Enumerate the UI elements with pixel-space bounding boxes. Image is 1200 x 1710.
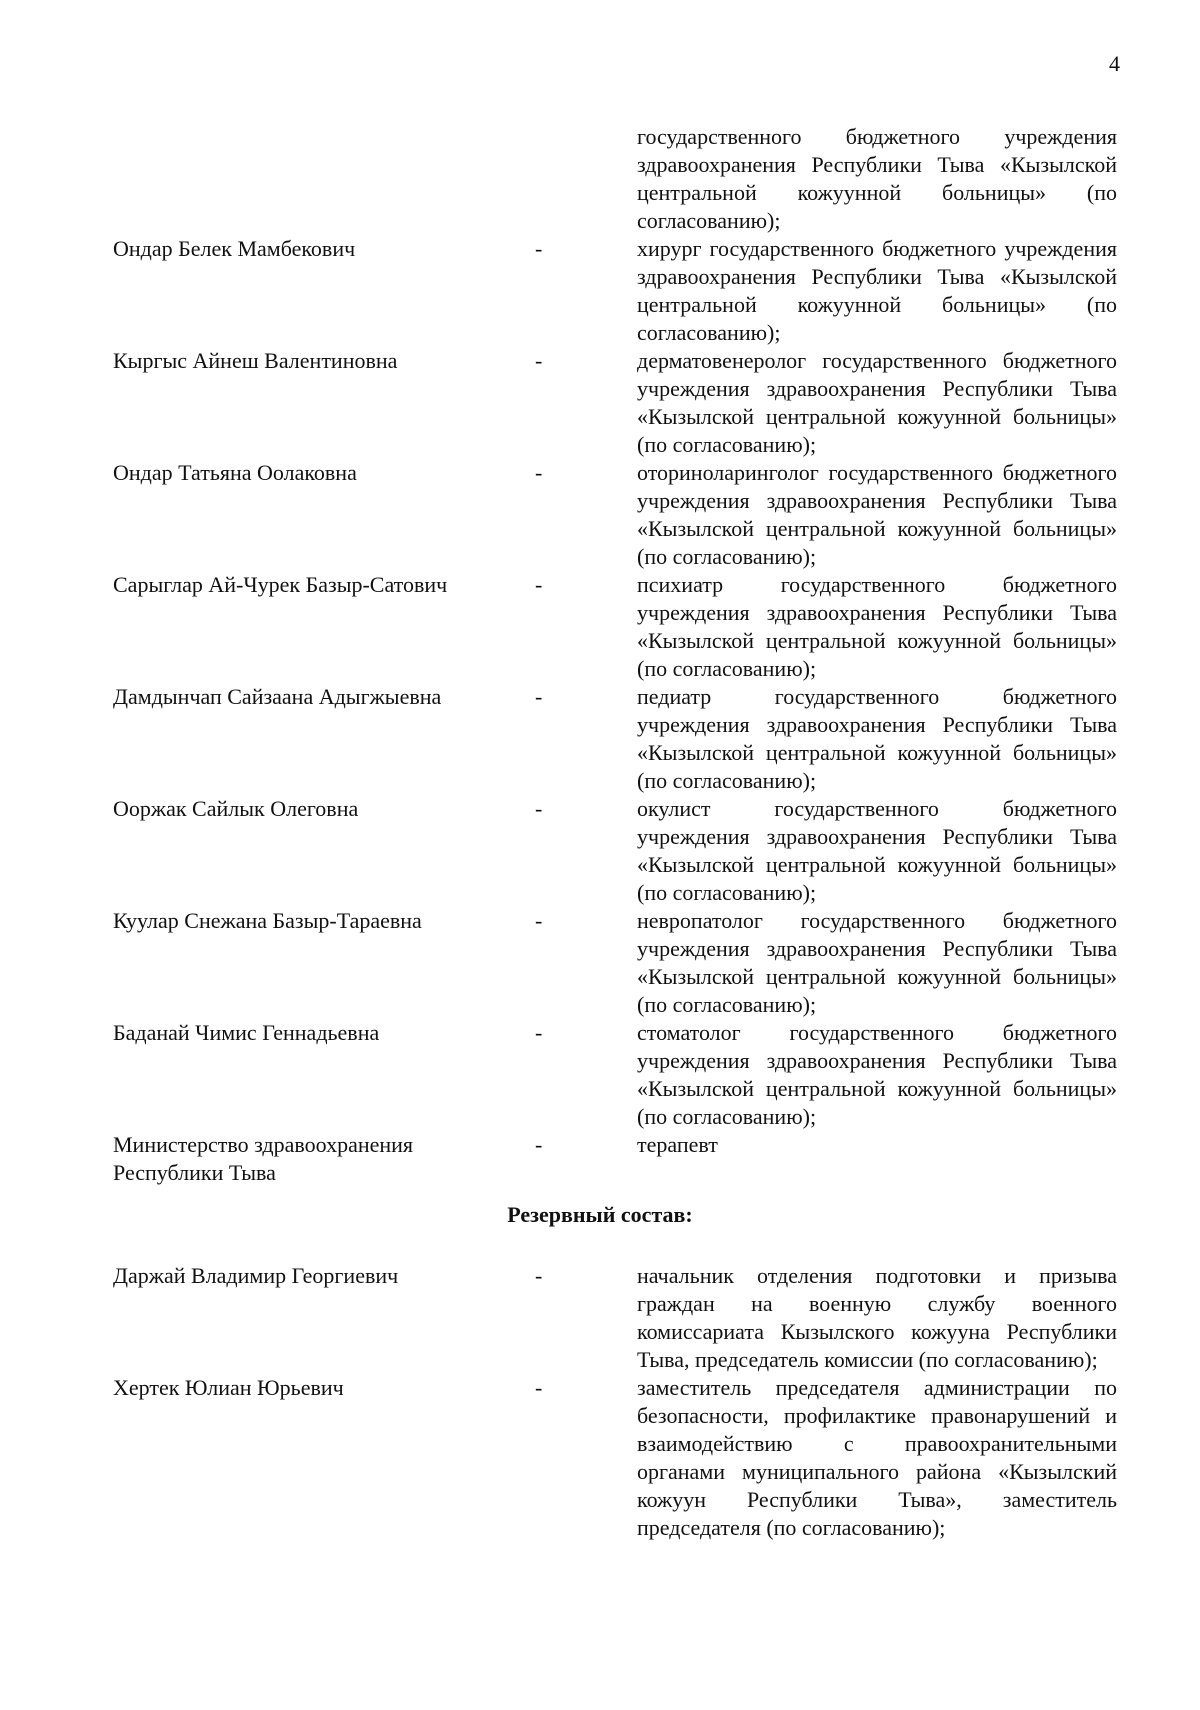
separator-dash: - xyxy=(535,796,543,821)
separator-dash: - xyxy=(535,1375,543,1400)
separator-dash: - xyxy=(535,572,543,597)
member-description: психиатр государственного бюджетного учреждения здравоохранения Республики Тыва «Кызылской центральной кожуунной больницы» (по согласованию); xyxy=(637,572,1117,681)
member-entry xyxy=(0,347,1200,459)
member-name: Ооржак Сайлык Олеговна xyxy=(113,796,359,821)
member-description: начальник отделения подготовки и призыва граждан на военную службу военного комиссариата Кызылского кожууна Республики Тыва, председатель комиссии (по согласованию); xyxy=(637,1263,1117,1372)
member-name: Куулар Снежана Базыр-Тараевна xyxy=(113,908,422,933)
member-description: стоматолог государственного бюджетного учреждения здравоохранения Республики Тыва «Кызылской центральной кожуунной больницы» (по согласованию); xyxy=(637,1020,1117,1129)
member-name: Министерство здравоохранения Республики Тыва xyxy=(113,1132,414,1185)
separator-dash: - xyxy=(535,1263,543,1288)
member-entry xyxy=(0,683,1200,795)
separator-dash: - xyxy=(535,908,543,933)
separator-dash: - xyxy=(535,460,543,485)
member-description: государственного бюджетного учреждения здравоохранения Республики Тыва «Кызылской центральной кожуунной больницы» (по согласованию); xyxy=(637,124,1117,233)
member-entry xyxy=(0,1019,1200,1131)
member-entry xyxy=(0,907,1200,1019)
member-entry xyxy=(0,1262,1200,1374)
separator-dash: - xyxy=(535,236,543,261)
reserve-section-title: Резервный состав: xyxy=(507,1202,693,1227)
member-description: окулист государственного бюджетного учреждения здравоохранения Республики Тыва «Кызылской центральной кожуунной больницы» (по согласованию); xyxy=(637,796,1117,905)
main-members-list xyxy=(0,123,1200,1185)
member-name: Кыргыс Айнеш Валентиновна xyxy=(113,348,398,373)
member-name: Даржай Владимир Георгиевич xyxy=(113,1263,399,1288)
member-entry xyxy=(0,123,1200,235)
member-entry xyxy=(0,1131,1200,1185)
member-entry xyxy=(0,459,1200,571)
member-name: Баданай Чимис Геннадьевна xyxy=(113,1020,380,1045)
page-number: 4 xyxy=(1109,51,1120,76)
member-description: терапевт xyxy=(637,1132,718,1157)
member-entry xyxy=(0,235,1200,347)
member-description: дерматовенеролог государственного бюджетного учреждения здравоохранения Республики Тыва «Кызылской центральной кожуунной больницы» (по согласованию); xyxy=(637,348,1117,457)
member-entry xyxy=(0,795,1200,907)
member-description: педиатр государственного бюджетного учреждения здравоохранения Республики Тыва «Кызылской центральной кожуунной больницы» (по согласованию); xyxy=(637,684,1117,793)
member-name: Ондар Белек Мамбекович xyxy=(113,236,356,261)
separator-dash: - xyxy=(535,1020,543,1045)
member-name: Ондар Татьяна Оолаковна xyxy=(113,460,357,485)
separator-dash: - xyxy=(535,1132,543,1157)
member-description: хирург государственного бюджетного учреждения здравоохранения Республики Тыва «Кызылской центральной кожуунной больницы» (по согласованию); xyxy=(637,236,1117,345)
member-description: оториноларинголог государственного бюджетного учреждения здравоохранения Республики Тыва «Кызылской центральной кожуунной больницы» (по согласованию); xyxy=(637,460,1117,569)
member-description: невропатолог государственного бюджетного учреждения здравоохранения Республики Тыва «Кызылской центральной кожуунной больницы» (по согласованию); xyxy=(637,908,1117,1017)
separator-dash: - xyxy=(535,348,543,373)
member-entry xyxy=(0,571,1200,683)
member-description: заместитель председателя администрации по безопасности, профилактике правонарушений и взаимодействию с правоохранительными органами муниципального района «Кызылский кожуун Республики Тыва», заместитель председателя (по согласованию); xyxy=(637,1375,1117,1540)
reserve-members-list xyxy=(0,1262,1200,1542)
member-entry xyxy=(0,1374,1200,1542)
member-name: Сарыглар Ай-Чурек Базыр-Сатович xyxy=(113,572,448,597)
member-name: Дамдынчап Сайзаана Адыгжыевна xyxy=(113,684,442,709)
separator-dash: - xyxy=(535,684,543,709)
member-name: Хертек Юлиан Юрьевич xyxy=(113,1375,344,1400)
